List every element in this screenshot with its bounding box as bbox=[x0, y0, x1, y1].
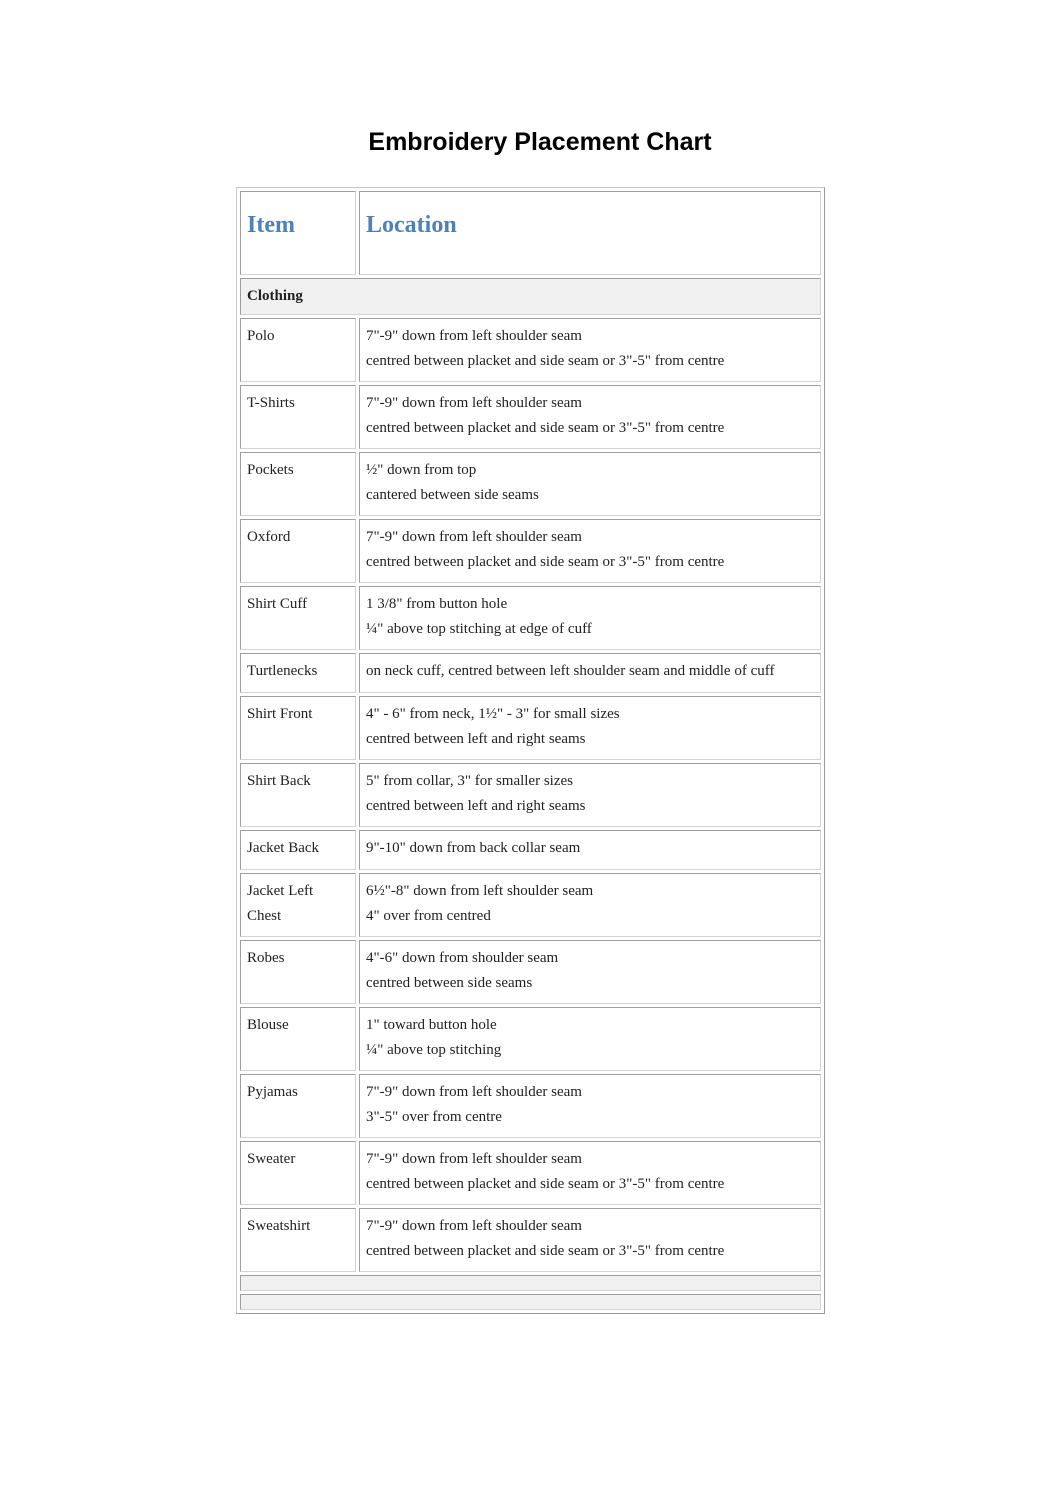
location-cell bbox=[359, 1141, 821, 1205]
location-cell bbox=[359, 653, 821, 693]
empty-footer-row bbox=[240, 1294, 821, 1310]
location-cell bbox=[359, 385, 821, 449]
table-row bbox=[240, 586, 821, 650]
table-row bbox=[240, 1074, 821, 1138]
header-row bbox=[240, 191, 821, 275]
location-cell bbox=[359, 1074, 821, 1138]
location-line: cantered between side seams bbox=[366, 487, 539, 503]
item-cell: Robes bbox=[240, 940, 356, 1004]
location-cell bbox=[359, 830, 821, 870]
location-line: 9"-10" down from back collar seam bbox=[366, 840, 581, 856]
section-heading-clothing: Clothing bbox=[240, 278, 821, 315]
location-line: 4"-6" down from shoulder seam bbox=[366, 950, 559, 966]
location-cell bbox=[359, 940, 821, 1004]
table-row bbox=[240, 653, 821, 693]
location-line: 5" from collar, 3" for smaller sizes bbox=[366, 773, 573, 789]
location-line: centred between placket and side seam or 3"-5" from centre bbox=[366, 554, 725, 570]
location-line: 7"-9" down from left shoulder seam bbox=[366, 1084, 582, 1100]
location-line: ½" down from top bbox=[366, 462, 477, 478]
table-row bbox=[240, 830, 821, 870]
location-cell bbox=[359, 763, 821, 827]
table-row bbox=[240, 519, 821, 583]
item-cell: Shirt Back bbox=[240, 763, 356, 827]
location-line: 7"-9" down from left shoulder seam bbox=[366, 395, 582, 411]
location-line: 7"-9" down from left shoulder seam bbox=[366, 1218, 582, 1234]
location-cell bbox=[359, 586, 821, 650]
location-cell bbox=[359, 1007, 821, 1071]
location-column-header: Location bbox=[359, 191, 821, 275]
location-line: centred between left and right seams bbox=[366, 731, 586, 747]
table-row bbox=[240, 452, 821, 516]
location-line: centred between placket and side seam or 3"-5" from centre bbox=[366, 353, 725, 369]
location-cell bbox=[359, 1208, 821, 1272]
empty-cell bbox=[240, 1294, 821, 1310]
location-line: 7"-9" down from left shoulder seam bbox=[366, 328, 582, 344]
location-line: 4" over from centred bbox=[366, 908, 491, 924]
table-row bbox=[240, 1007, 821, 1071]
location-line: centred between placket and side seam or 3"-5" from centre bbox=[366, 1176, 725, 1192]
location-line: 1" toward button hole bbox=[366, 1017, 497, 1033]
item-cell: Blouse bbox=[240, 1007, 356, 1071]
location-line: 4" - 6" from neck, 1½" - 3" for small sizes bbox=[366, 706, 620, 722]
item-cell: Shirt Front bbox=[240, 696, 356, 760]
location-line: centred between left and right seams bbox=[366, 798, 586, 814]
table-row bbox=[240, 763, 821, 827]
item-cell: Sweater bbox=[240, 1141, 356, 1205]
table-row bbox=[240, 873, 821, 937]
table-row bbox=[240, 696, 821, 760]
item-cell: Oxford bbox=[240, 519, 356, 583]
item-cell: Sweatshirt bbox=[240, 1208, 356, 1272]
location-line: 6½"-8" down from left shoulder seam bbox=[366, 883, 594, 899]
location-line: 1 3/8" from button hole bbox=[366, 596, 508, 612]
page-title: Embroidery Placement Chart bbox=[368, 128, 712, 156]
table-row bbox=[240, 385, 821, 449]
location-cell bbox=[359, 696, 821, 760]
table-row bbox=[240, 318, 821, 382]
empty-footer-row bbox=[240, 1275, 821, 1291]
location-cell bbox=[359, 873, 821, 937]
placement-table bbox=[236, 187, 825, 1314]
item-cell: Polo bbox=[240, 318, 356, 382]
item-cell: Jacket Left Chest bbox=[240, 873, 356, 937]
location-line: centred between placket and side seam or 3"-5" from centre bbox=[366, 420, 725, 436]
item-column-header: Item bbox=[240, 191, 356, 275]
location-line: 7"-9" down from left shoulder seam bbox=[366, 529, 582, 545]
location-line: centred between placket and side seam or 3"-5" from centre bbox=[366, 1243, 725, 1259]
item-cell: Pockets bbox=[240, 452, 356, 516]
location-line: 3"-5" over from centre bbox=[366, 1109, 502, 1125]
item-cell: T-Shirts bbox=[240, 385, 356, 449]
empty-cell bbox=[240, 1275, 821, 1291]
location-line: ¼" above top stitching bbox=[366, 1042, 502, 1058]
location-line: on neck cuff, centred between left shoulder seam and middle of cuff bbox=[366, 663, 775, 679]
item-cell: Turtlenecks bbox=[240, 653, 356, 693]
table-row bbox=[240, 940, 821, 1004]
table-row bbox=[240, 1208, 821, 1272]
section-row bbox=[240, 278, 821, 315]
item-cell: Shirt Cuff bbox=[240, 586, 356, 650]
location-line: 7"-9" down from left shoulder seam bbox=[366, 1151, 582, 1167]
location-cell bbox=[359, 452, 821, 516]
location-line: centred between side seams bbox=[366, 975, 533, 991]
table-row bbox=[240, 1141, 821, 1205]
location-line: ¼" above top stitching at edge of cuff bbox=[366, 621, 592, 637]
location-cell bbox=[359, 318, 821, 382]
item-cell: Pyjamas bbox=[240, 1074, 356, 1138]
location-cell bbox=[359, 519, 821, 583]
item-cell: Jacket Back bbox=[240, 830, 356, 870]
